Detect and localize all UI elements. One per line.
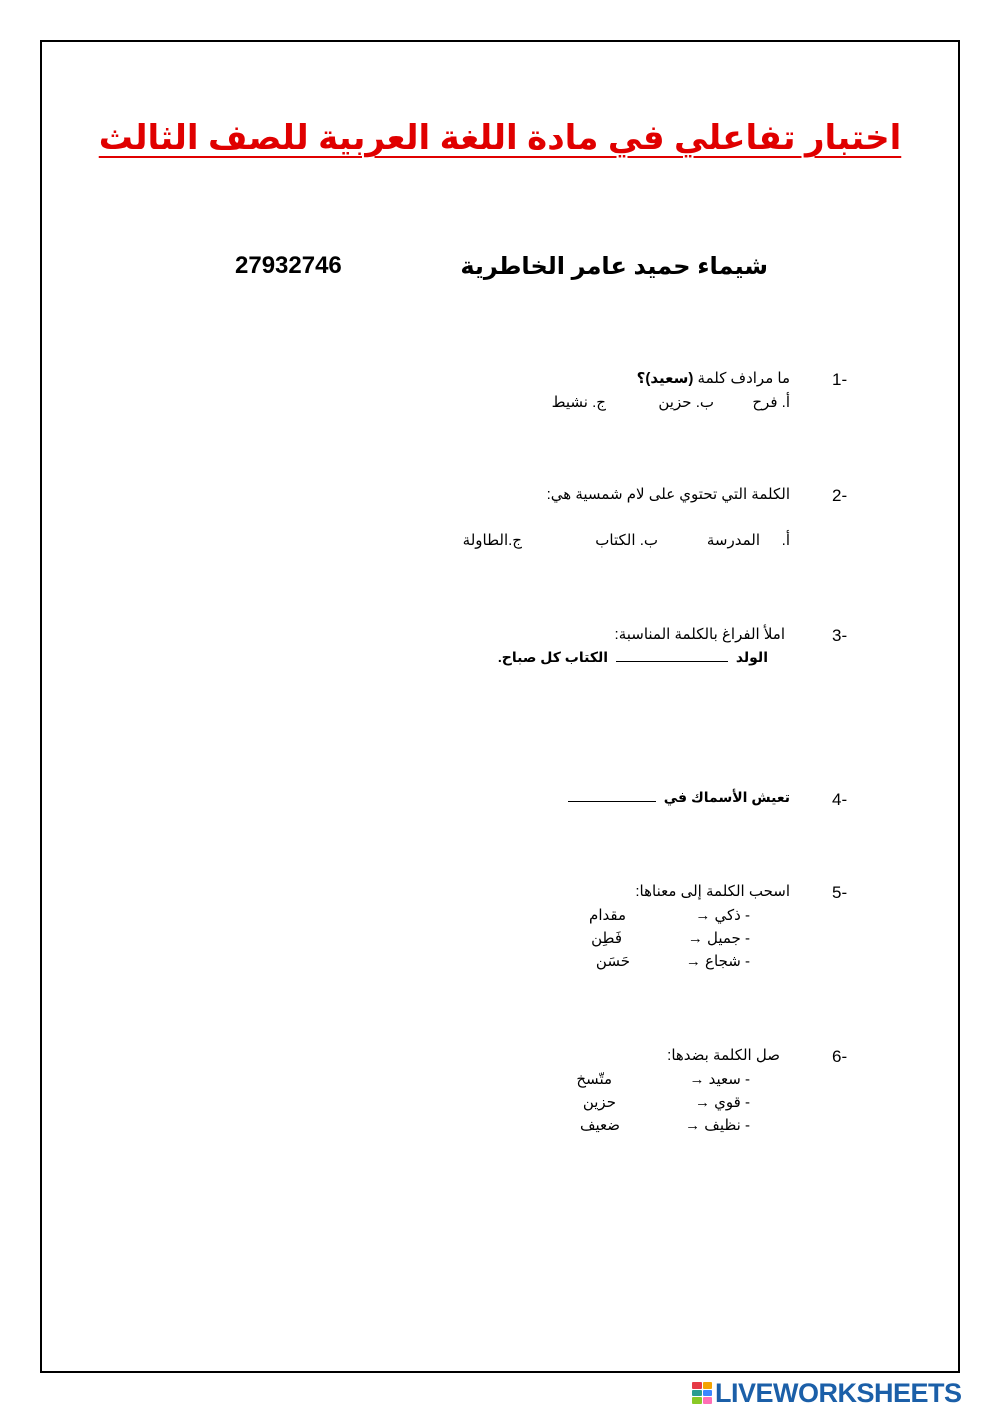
question-1-number: 1- [832, 370, 848, 389]
question-1-text [637, 369, 790, 387]
page-border [40, 40, 960, 1373]
question-5-match-2[interactable]: فَطِن [591, 930, 622, 947]
logo-icon [692, 1382, 712, 1404]
question-6-number: 6- [832, 1047, 848, 1066]
logo-square [692, 1397, 702, 1404]
question-6-match-2[interactable]: حزين [582, 1094, 616, 1111]
worksheet-title: اختبار تفاعلي في مادة اللغة العربية للصف الثالث [98, 119, 902, 157]
question-2-text: الكلمة التي تحتوي على لام شمسية هي: [546, 486, 790, 503]
question-1-keyword: (سعيد)؟ [636, 370, 694, 387]
question-3-blank[interactable] [616, 650, 728, 662]
question-5-number: 5- [832, 883, 848, 902]
logo-square [703, 1397, 713, 1404]
student-name: شيماء حميد عامر الخاطرية [460, 253, 768, 280]
question-6-word-2[interactable]: - قوي → [695, 1094, 750, 1111]
question-1-option-a[interactable]: أ. فرح [752, 394, 790, 411]
question-5-word-2[interactable]: - جميل → [687, 930, 750, 947]
logo-square [703, 1390, 713, 1397]
question-3-sentence [498, 649, 768, 666]
question-6-word-1[interactable]: - سعيد → [689, 1071, 750, 1088]
question-2-option-a-letter: أ. [781, 532, 790, 549]
question-4-prompt: تعيش الأسماك في [663, 789, 790, 805]
logo-square [703, 1382, 713, 1389]
question-6-word-3[interactable]: - نظيف → [685, 1117, 750, 1134]
student-id: 27932746 [235, 252, 342, 279]
question-5-word-3[interactable]: - شجاع → [685, 953, 750, 970]
question-3-number: 3- [832, 626, 848, 645]
question-1-option-b[interactable]: ب. حزين [658, 394, 714, 411]
question-4-blank[interactable] [568, 790, 656, 802]
liveworksheets-logo[interactable] [692, 1378, 962, 1408]
question-6-text: صل الكلمة بضدها: [667, 1047, 780, 1064]
question-2-option-c[interactable]: ج.الطاولة [462, 532, 522, 549]
logo-square [692, 1382, 702, 1389]
logo-square [692, 1390, 702, 1397]
question-1-option-c[interactable]: ج. نشيط [551, 394, 606, 411]
question-5-match-1[interactable]: مقدام [589, 907, 626, 924]
question-1-text-plain: ما مرادف كلمة [693, 370, 790, 387]
question-6-match-1[interactable]: متّسخ [576, 1071, 612, 1088]
question-3-text: املأ الفراغ بالكلمة المناسبة: [614, 626, 785, 643]
question-2-number: 2- [832, 486, 848, 505]
question-5-text: اسحب الكلمة إلى معناها: [635, 883, 790, 900]
logo-text: LIVEWORKSHEETS [715, 1377, 962, 1408]
question-3-sentence-start: الولد [735, 649, 768, 665]
question-3-sentence-end: الكتاب كل صباح. [497, 649, 609, 665]
question-5-match-3[interactable]: حَسَن [595, 953, 630, 970]
question-5-word-1[interactable]: - ذكي → [695, 907, 750, 924]
question-4-text [568, 789, 790, 806]
question-6-match-3[interactable]: ضعيف [579, 1117, 620, 1134]
question-2-option-b[interactable]: ب. الكتاب [595, 532, 658, 549]
question-2-option-a[interactable]: المدرسة [706, 532, 760, 549]
question-4-number: 4- [832, 790, 848, 809]
